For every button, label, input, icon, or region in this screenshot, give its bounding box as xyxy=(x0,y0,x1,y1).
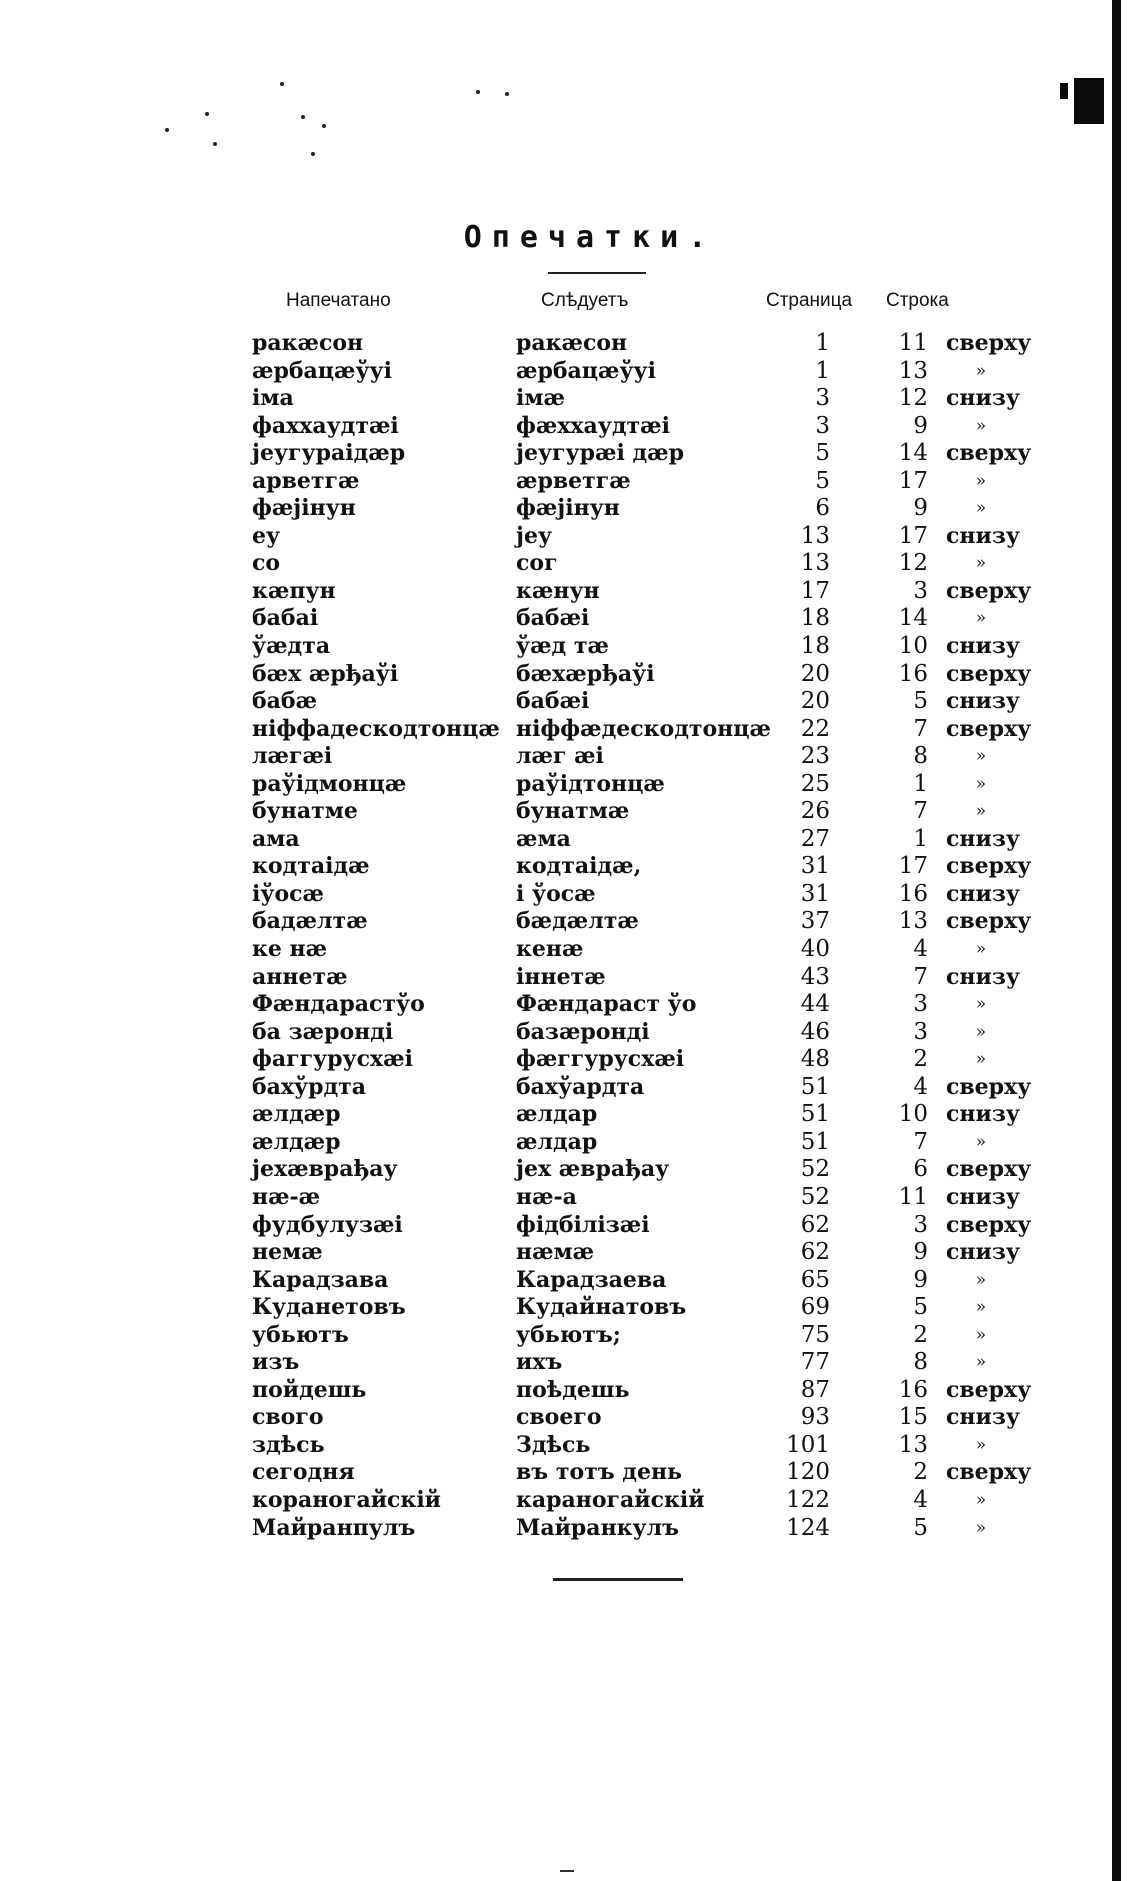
table-row xyxy=(0,1101,1140,1129)
cell-line: 16 xyxy=(898,660,928,687)
cell-printed: еу xyxy=(252,522,281,549)
cell-should-be: імæ xyxy=(516,385,565,412)
table-row xyxy=(0,1515,1140,1543)
cell-position: » xyxy=(975,1489,987,1510)
cell-position: сверху xyxy=(946,1156,1032,1183)
table-row xyxy=(0,1156,1140,1184)
cell-position: » xyxy=(975,1131,987,1152)
cell-page: 5 xyxy=(815,440,830,467)
cell-position: » xyxy=(975,553,987,574)
table-row xyxy=(0,495,1140,523)
cell-page: 52 xyxy=(800,1156,830,1183)
cell-position: » xyxy=(975,1434,987,1455)
ink-speck xyxy=(476,90,480,94)
table-row xyxy=(0,1294,1140,1322)
cell-printed: бæх æрђаўі xyxy=(252,660,399,687)
cell-printed: бадæлтæ xyxy=(252,908,368,935)
cell-line: 7 xyxy=(913,798,928,825)
cell-printed: Куданетовъ xyxy=(252,1294,406,1321)
cell-should-be: сог xyxy=(516,550,558,577)
cell-page: 18 xyxy=(800,633,830,660)
table-row xyxy=(0,578,1140,606)
cell-page: 69 xyxy=(800,1294,830,1321)
table-header xyxy=(0,290,1140,320)
cell-printed: кæпун xyxy=(252,577,336,604)
table-row xyxy=(0,1377,1140,1405)
table-row xyxy=(0,661,1140,689)
cell-page: 3 xyxy=(815,412,830,439)
table-row xyxy=(0,1404,1140,1432)
cell-page: 51 xyxy=(800,1073,830,1100)
cell-position: » xyxy=(975,746,987,767)
page-title: Опечатки. xyxy=(463,220,717,255)
cell-should-be: базæронді xyxy=(516,1018,650,1045)
cell-printed: ама xyxy=(252,825,300,852)
cell-printed: изъ xyxy=(252,1349,300,1376)
cell-page: 52 xyxy=(800,1183,830,1210)
cell-line: 12 xyxy=(898,550,928,577)
table-row xyxy=(0,358,1140,386)
cell-page: 62 xyxy=(800,1239,830,1266)
ink-speck xyxy=(301,115,305,119)
cell-should-be: нæмæ xyxy=(516,1239,595,1266)
cell-page: 75 xyxy=(800,1321,830,1348)
cell-should-be: Кудайнатовъ xyxy=(516,1294,687,1321)
cell-printed: іма xyxy=(252,385,294,412)
cell-printed: нæ-æ xyxy=(252,1183,321,1210)
cell-should-be: бунатмæ xyxy=(516,798,630,825)
table-row xyxy=(0,633,1140,661)
table-row xyxy=(0,716,1140,744)
cell-line: 4 xyxy=(913,1073,928,1100)
cell-page: 17 xyxy=(800,577,830,604)
cell-line: 5 xyxy=(913,1294,928,1321)
ink-speck xyxy=(322,124,326,128)
cell-should-be: Майранкулъ xyxy=(516,1514,680,1541)
cell-line: 12 xyxy=(898,385,928,412)
cell-should-be: бæхæрђаўі xyxy=(516,660,655,687)
cell-printed: æлдæр xyxy=(252,1128,341,1155)
cell-position: сверху xyxy=(946,1073,1032,1100)
cell-page: 20 xyxy=(800,688,830,715)
cell-position: снизу xyxy=(946,825,1020,852)
cell-line: 8 xyxy=(913,743,928,770)
cell-printed: аннетæ xyxy=(252,963,348,990)
cell-page: 26 xyxy=(800,798,830,825)
cell-line: 10 xyxy=(898,1101,928,1128)
cell-line: 7 xyxy=(913,715,928,742)
cell-printed: немæ xyxy=(252,1239,323,1266)
cell-page: 31 xyxy=(800,880,830,907)
table-row xyxy=(0,1212,1140,1240)
cell-should-be: ніффæдескодтонцæ xyxy=(516,715,771,742)
cell-page: 25 xyxy=(800,770,830,797)
cell-printed: раўідмонцæ xyxy=(252,770,407,797)
cell-page: 65 xyxy=(800,1266,830,1293)
cell-page: 120 xyxy=(786,1459,830,1486)
cell-position: » xyxy=(975,939,987,960)
cell-line: 2 xyxy=(913,1046,928,1073)
cell-should-be: Фæндараст ўо xyxy=(516,991,697,1018)
cell-should-be: бабæі xyxy=(516,605,590,632)
ink-speck xyxy=(505,92,509,96)
cell-should-be: бæдæлтæ xyxy=(516,908,639,935)
cell-position: снизу xyxy=(946,633,1020,660)
cell-line: 7 xyxy=(913,1128,928,1155)
cell-line: 17 xyxy=(898,522,928,549)
cell-position: » xyxy=(975,1297,987,1318)
table-row xyxy=(0,881,1140,909)
cell-printed: ўæдта xyxy=(252,633,331,660)
page-edge-mark xyxy=(1074,78,1104,124)
cell-should-be: ихъ xyxy=(516,1349,563,1376)
cell-printed: бунатме xyxy=(252,798,358,825)
cell-line: 8 xyxy=(913,1349,928,1376)
cell-line: 4 xyxy=(913,936,928,963)
cell-position: снизу xyxy=(946,1183,1020,1210)
cell-page: 1 xyxy=(815,357,830,384)
cell-printed: æрбацæўуі xyxy=(252,357,392,384)
cell-line: 2 xyxy=(913,1459,928,1486)
cell-line: 3 xyxy=(913,1211,928,1238)
cell-should-be: Здѣсь xyxy=(516,1431,591,1458)
table-row xyxy=(0,550,1140,578)
cell-line: 5 xyxy=(913,688,928,715)
cell-page: 48 xyxy=(800,1046,830,1073)
table-row xyxy=(0,853,1140,881)
cell-position: » xyxy=(975,1352,987,1373)
cell-line: 14 xyxy=(898,605,928,632)
cell-should-be: караногайскій xyxy=(516,1486,705,1513)
cell-printed: сегодня xyxy=(252,1459,355,1486)
cell-position: снизу xyxy=(946,1101,1020,1128)
cell-line: 1 xyxy=(913,770,928,797)
cell-should-be: кенæ xyxy=(516,936,584,963)
table-row xyxy=(0,440,1140,468)
cell-page: 51 xyxy=(800,1128,830,1155)
header-page: Страница xyxy=(766,290,853,311)
cell-position: сверху xyxy=(946,715,1032,742)
table-row xyxy=(0,798,1140,826)
cell-position: снизу xyxy=(946,1239,1020,1266)
table-row xyxy=(0,330,1140,358)
cell-should-be: кодтаідæ, xyxy=(516,853,642,880)
table-row xyxy=(0,1459,1140,1487)
cell-printed: Фæндарастўо xyxy=(252,991,425,1018)
table-row xyxy=(0,826,1140,854)
cell-position: снизу xyxy=(946,963,1020,990)
cell-position: » xyxy=(975,1049,987,1070)
cell-should-be: въ тотъ день xyxy=(516,1459,682,1486)
cell-line: 10 xyxy=(898,633,928,660)
cell-printed: јеугураідæр xyxy=(252,440,406,467)
cell-position: снизу xyxy=(946,522,1020,549)
table-row xyxy=(0,1432,1140,1460)
cell-position: » xyxy=(975,1269,987,1290)
table-row xyxy=(0,688,1140,716)
cell-position: сверху xyxy=(946,1459,1032,1486)
cell-should-be: фæјінун xyxy=(516,495,620,522)
cell-should-be: фідбілізæі xyxy=(516,1211,650,1238)
cell-printed: убьютъ xyxy=(252,1321,349,1348)
cell-line: 1 xyxy=(913,825,928,852)
cell-line: 13 xyxy=(898,1431,928,1458)
cell-printed: здѣсь xyxy=(252,1431,325,1458)
cell-should-be: јеу xyxy=(516,522,553,549)
cell-position: снизу xyxy=(946,688,1020,715)
cell-page: 93 xyxy=(800,1404,830,1431)
cell-page: 27 xyxy=(800,825,830,852)
cell-page: 31 xyxy=(800,853,830,880)
cell-printed: бабаі xyxy=(252,605,319,632)
cell-page: 124 xyxy=(786,1514,830,1541)
table-row xyxy=(0,468,1140,496)
table-row xyxy=(0,964,1140,992)
cell-page: 20 xyxy=(800,660,830,687)
cell-position: » xyxy=(975,360,987,381)
table-row xyxy=(0,1129,1140,1157)
cell-should-be: раўідтонцæ xyxy=(516,770,665,797)
cell-should-be: Карадзаева xyxy=(516,1266,667,1293)
cell-position: сверху xyxy=(946,440,1032,467)
cell-position: » xyxy=(975,1324,987,1345)
table-row xyxy=(0,1349,1140,1377)
ink-speck xyxy=(165,128,169,132)
cell-page: 77 xyxy=(800,1349,830,1376)
cell-position: сверху xyxy=(946,853,1032,880)
cell-line: 14 xyxy=(898,440,928,467)
cell-line: 6 xyxy=(913,1156,928,1183)
table-row xyxy=(0,1019,1140,1047)
errata-table xyxy=(0,330,1140,1542)
cell-line: 13 xyxy=(898,357,928,384)
cell-position: сверху xyxy=(946,908,1032,935)
cell-line: 9 xyxy=(913,412,928,439)
cell-position: » xyxy=(975,1021,987,1042)
cell-should-be: убьютъ; xyxy=(516,1321,621,1348)
cell-printed: лæгæі xyxy=(252,743,333,770)
ink-speck xyxy=(560,1870,574,1872)
table-row xyxy=(0,1322,1140,1350)
cell-should-be: јеугурæі дæр xyxy=(516,440,684,467)
cell-position: снизу xyxy=(946,880,1020,907)
cell-printed: ніффадескодтонцæ xyxy=(252,715,500,742)
cell-page: 6 xyxy=(815,495,830,522)
cell-page: 62 xyxy=(800,1211,830,1238)
cell-should-be: кæнун xyxy=(516,577,600,604)
ink-speck xyxy=(311,152,315,156)
table-row xyxy=(0,605,1140,633)
cell-printed: фаггурусхæі xyxy=(252,1046,413,1073)
cell-should-be: æлдар xyxy=(516,1128,598,1155)
cell-line: 17 xyxy=(898,853,928,880)
header-line: Строка xyxy=(886,290,949,311)
cell-line: 4 xyxy=(913,1486,928,1513)
table-row xyxy=(0,1267,1140,1295)
cell-position: » xyxy=(975,994,987,1015)
table-row xyxy=(0,743,1140,771)
cell-position: » xyxy=(975,470,987,491)
cell-should-be: своего xyxy=(516,1404,602,1431)
cell-page: 44 xyxy=(800,991,830,1018)
cell-printed: фаххаудтæі xyxy=(252,412,399,439)
cell-position: » xyxy=(975,415,987,436)
cell-should-be: æлдар xyxy=(516,1101,598,1128)
table-row xyxy=(0,1046,1140,1074)
table-row xyxy=(0,991,1140,1019)
cell-printed: кораногайскій xyxy=(252,1486,441,1513)
cell-printed: ба зæронді xyxy=(252,1018,394,1045)
cell-should-be: јех æврађау xyxy=(516,1156,670,1183)
cell-printed: свого xyxy=(252,1404,324,1431)
closing-rule xyxy=(553,1578,683,1581)
cell-page: 23 xyxy=(800,743,830,770)
cell-page: 1 xyxy=(815,330,830,356)
cell-page: 46 xyxy=(800,1018,830,1045)
cell-should-be: æрветгæ xyxy=(516,467,631,494)
cell-printed: бабæ xyxy=(252,688,318,715)
cell-page: 43 xyxy=(800,963,830,990)
cell-line: 3 xyxy=(913,991,928,1018)
cell-printed: фæјінун xyxy=(252,495,356,522)
cell-position: снизу xyxy=(946,385,1020,412)
cell-printed: кодтаідæ xyxy=(252,853,370,880)
cell-line: 15 xyxy=(898,1404,928,1431)
cell-page: 40 xyxy=(800,936,830,963)
table-row xyxy=(0,1074,1140,1102)
cell-line: 3 xyxy=(913,1018,928,1045)
cell-should-be: бабæі xyxy=(516,688,590,715)
cell-should-be: æрбацæўуі xyxy=(516,357,656,384)
cell-printed: пойдешь xyxy=(252,1376,367,1403)
cell-should-be: іннетæ xyxy=(516,963,606,990)
cell-page: 13 xyxy=(800,550,830,577)
cell-line: 9 xyxy=(913,1239,928,1266)
cell-line: 9 xyxy=(913,495,928,522)
cell-position: » xyxy=(975,608,987,629)
cell-should-be: лæг æі xyxy=(516,743,604,770)
cell-position: сверху xyxy=(946,330,1032,356)
cell-position: сверху xyxy=(946,1376,1032,1403)
cell-position: » xyxy=(975,801,987,822)
cell-printed: Карадзава xyxy=(252,1266,389,1293)
table-row xyxy=(0,523,1140,551)
cell-line: 9 xyxy=(913,1266,928,1293)
cell-printed: ке нæ xyxy=(252,936,328,963)
cell-should-be: фæггурусхæі xyxy=(516,1046,685,1073)
cell-line: 11 xyxy=(898,1183,928,1210)
cell-position: » xyxy=(975,773,987,794)
cell-position: » xyxy=(975,498,987,519)
cell-should-be: бахўардта xyxy=(516,1073,645,1100)
cell-line: 5 xyxy=(913,1514,928,1541)
cell-should-be: ўæд тæ xyxy=(516,633,609,660)
cell-should-be: і ўосæ xyxy=(516,880,596,907)
cell-printed: јехæврађау xyxy=(252,1156,398,1183)
ink-speck xyxy=(280,82,284,86)
table-row xyxy=(0,936,1140,964)
cell-should-be: æма xyxy=(516,825,571,852)
cell-line: 16 xyxy=(898,880,928,907)
cell-printed: фудбулузæі xyxy=(252,1211,403,1238)
cell-printed: бахўрдта xyxy=(252,1073,367,1100)
cell-position: сверху xyxy=(946,577,1032,604)
cell-page: 3 xyxy=(815,385,830,412)
cell-should-be: нæ-а xyxy=(516,1183,577,1210)
cell-position: » xyxy=(975,1517,987,1538)
cell-page: 13 xyxy=(800,522,830,549)
table-row xyxy=(0,1239,1140,1267)
cell-position: сверху xyxy=(946,660,1032,687)
cell-page: 51 xyxy=(800,1101,830,1128)
table-row xyxy=(0,413,1140,441)
cell-position: сверху xyxy=(946,1211,1032,1238)
cell-page: 37 xyxy=(800,908,830,935)
cell-printed: Майранпулъ xyxy=(252,1514,416,1541)
cell-should-be: поѣдешь xyxy=(516,1376,630,1403)
cell-page: 5 xyxy=(815,467,830,494)
cell-line: 13 xyxy=(898,908,928,935)
cell-page: 22 xyxy=(800,715,830,742)
header-should-be: Слѣдуетъ xyxy=(541,290,629,311)
ink-speck xyxy=(205,112,209,116)
cell-line: 7 xyxy=(913,963,928,990)
cell-printed: æлдæр xyxy=(252,1101,341,1128)
cell-should-be: фæххаудтæі xyxy=(516,412,670,439)
cell-line: 3 xyxy=(913,577,928,604)
cell-line: 16 xyxy=(898,1376,928,1403)
cell-line: 17 xyxy=(898,467,928,494)
ink-speck xyxy=(213,142,217,146)
cell-printed: ракæсон xyxy=(252,330,364,356)
cell-line: 2 xyxy=(913,1321,928,1348)
cell-position: снизу xyxy=(946,1404,1020,1431)
table-row xyxy=(0,908,1140,936)
table-row xyxy=(0,385,1140,413)
cell-should-be: ракæсон xyxy=(516,330,628,356)
header-printed: Напечатано xyxy=(286,290,391,311)
table-row xyxy=(0,771,1140,799)
cell-printed: арветгæ xyxy=(252,467,360,494)
cell-page: 122 xyxy=(786,1486,830,1513)
page-edge-mark xyxy=(1060,83,1068,99)
cell-page: 101 xyxy=(786,1431,830,1458)
cell-printed: іўосæ xyxy=(252,880,324,907)
table-row xyxy=(0,1487,1140,1515)
cell-page: 87 xyxy=(800,1376,830,1403)
cell-page: 18 xyxy=(800,605,830,632)
table-row xyxy=(0,1184,1140,1212)
title-underline xyxy=(548,272,646,274)
cell-line: 11 xyxy=(898,330,928,356)
cell-printed: со xyxy=(252,550,281,577)
